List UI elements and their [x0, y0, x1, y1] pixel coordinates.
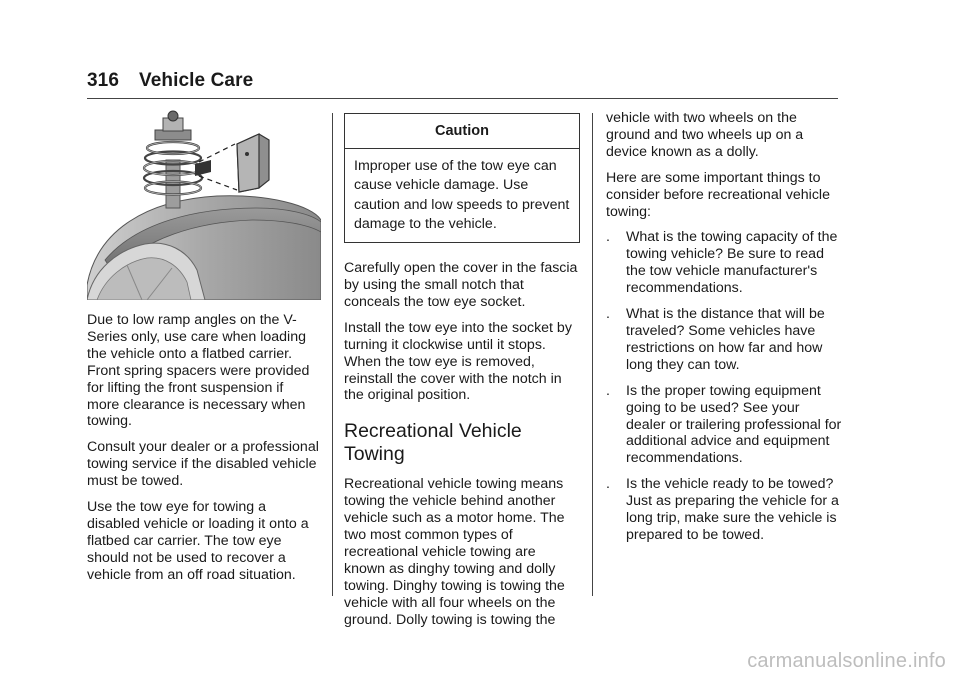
caution-box — [344, 113, 580, 243]
paragraph-dolly-continued: vehicle with two wheels on the ground and two wheels up on a device known as a dolly. — [606, 110, 804, 160]
page-number: 316 — [87, 70, 120, 91]
strut-spring-spacer-illustration — [87, 110, 321, 300]
bullet-glyph: . — [606, 306, 610, 323]
list-item-text: Is the vehicle ready to be towed? Just as preparing the vehicle for a long trip, make sure the vehicle is prepared to be towed. — [626, 476, 839, 543]
column-left — [87, 312, 319, 593]
section-heading: Recreational Vehicle Towing — [344, 420, 522, 466]
bullet-glyph: . — [606, 229, 610, 246]
list-item — [606, 476, 842, 544]
list-item — [606, 229, 842, 297]
bullet-glyph: . — [606, 382, 610, 399]
column-divider-right — [592, 113, 593, 596]
column-right — [606, 110, 842, 553]
list-item — [606, 383, 842, 468]
page-header — [87, 70, 253, 92]
caution-title: Caution — [345, 114, 579, 149]
column-divider-left — [332, 113, 333, 596]
list-item-text: Is the proper towing equipment going to be used? See your dealer or trailering professional for additional advice and equipment recommendations. — [626, 382, 842, 467]
section-title: Vehicle Care — [139, 70, 254, 91]
paragraph-ramp-angles: Due to low ramp angles on the V-Series only, use care when loading the vehicle onto a flatbed carrier. Front spring spacers were provided for lifting the front suspension if more clearance is necessary when towing. — [87, 312, 310, 430]
paragraph-install-tow-eye: Install the tow eye into the socket by turning it clockwise until it stops. When the tow eye is removed, reinstall the cover with the notch in the original position. — [344, 319, 572, 404]
watermark: carmanualsonline.info — [747, 650, 946, 672]
consideration-list — [606, 229, 842, 543]
bullet-glyph: . — [606, 476, 610, 493]
header-rule — [87, 98, 838, 99]
list-item — [606, 306, 842, 374]
list-item-text: What is the towing capacity of the towing vehicle? Be sure to read the tow vehicle manufacturer's recommendations. — [626, 229, 838, 297]
paragraph-rv-towing: Recreational vehicle towing means towing the vehicle behind another vehicle such as a motor home. The two most common types of recreational vehicle towing are known as dinghy towing and dolly towing. Dinghy towing is towing the vehicle with all four wheels on the ground. Dolly towing is towing the — [344, 476, 565, 628]
paragraph-consult-dealer: Consult your dealer or a professional towing service if the disabled vehicle must be towed. — [87, 439, 319, 490]
list-item-text: What is the distance that will be traveled? Some vehicles have restrictions on how far and how long they can tow. — [626, 306, 825, 373]
column-middle — [344, 113, 580, 638]
paragraph-things-to-consider: Here are some important things to consider before recreational vehicle towing: — [606, 169, 830, 220]
caution-body: Improper use of the tow eye can cause vehicle damage. Use caution and low speeds to prevent damage to the vehicle. — [354, 157, 570, 232]
paragraph-open-cover: Carefully open the cover in the fascia by using the small notch that conceals the tow eye socket. — [344, 260, 578, 310]
paragraph-tow-eye-use: Use the tow eye for towing a disabled vehicle or loading it onto a flatbed car carrier. The tow eye should not be used to recover a vehicle from an off road situation. — [87, 499, 309, 583]
